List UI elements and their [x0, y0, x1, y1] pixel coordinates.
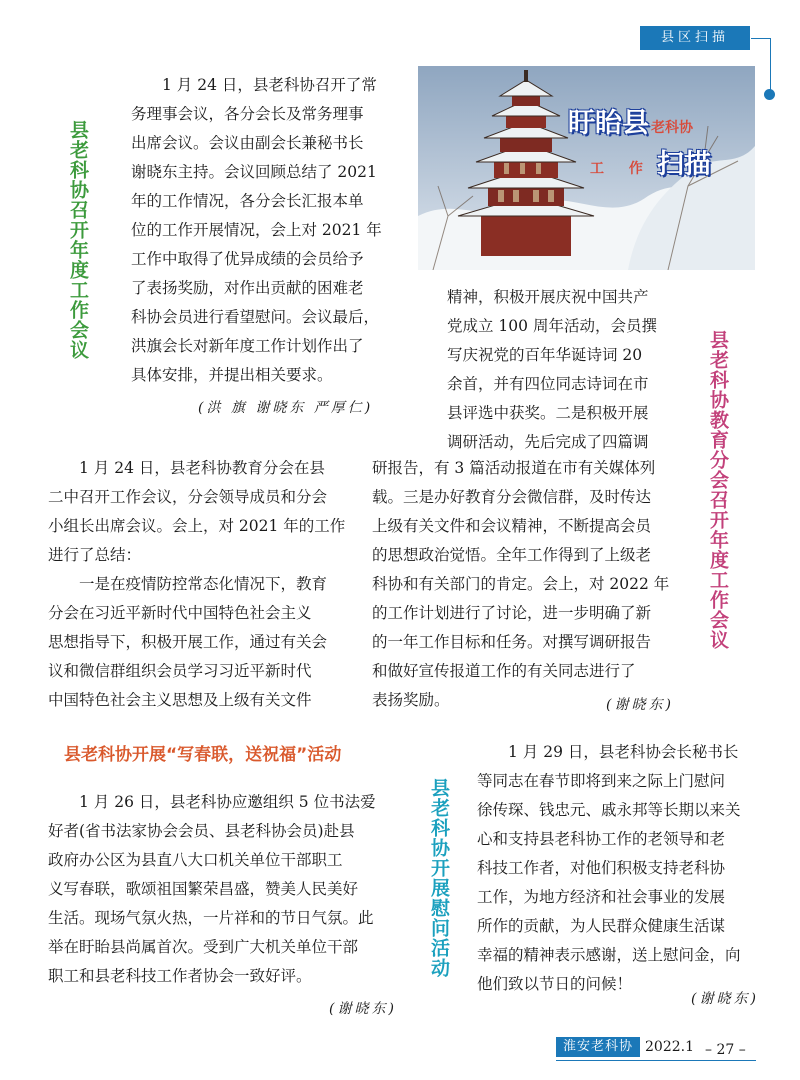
article4-body: [477, 738, 753, 999]
article1-line: 科协会员进行看望慰问。会议最后，: [131, 308, 380, 326]
article1-line: 1 月 24 日，县老科协召开了常: [162, 76, 377, 94]
article2-line: 调研活动，先后完成了四篇调: [447, 433, 649, 451]
article2-line: 表扬奖励。: [372, 691, 450, 709]
article2-line: 一是在疫情防控常态化情况下，教育: [79, 575, 328, 593]
article2-line: 党成立 100 周年活动，会员撰: [447, 317, 657, 335]
article4-line: 他们致以节日的问候！: [477, 975, 633, 993]
article2-line: 议和微信群组织会员学习习近平新时代: [48, 662, 312, 680]
article3-line: 举在盱眙县尚属首次。受到广大机关单位干部: [48, 938, 359, 956]
banner-title-main: 盱眙县: [568, 108, 649, 139]
article1-line: 洪旗会长对新年度工作计划作出了: [131, 337, 364, 355]
banner-title: [568, 101, 693, 140]
article1-credit: (洪 旗 谢晓东 严厚仁): [198, 400, 374, 416]
article3-line: 职工和县老科技工作者协会一致好评。: [48, 967, 312, 985]
banner-title-scan: 扫描: [656, 149, 711, 180]
article4-line: 幸福的精神表示感谢，送上慰问金，向: [477, 946, 741, 964]
article3-credit: (谢晓东): [329, 1001, 397, 1017]
article1-line: 工作中取得了优异成绩的会员给予: [131, 250, 364, 268]
article1-line: 具体安排，并提出相关要求。: [131, 366, 333, 384]
article2-upper-right: [447, 283, 687, 457]
article4-line: 所作的贡献，为人民群众健康生活谋: [477, 917, 726, 935]
article1-line: 年的工作情况，各分会长汇报本单: [131, 192, 364, 210]
article3-line: 1 月 26 日，县老科协应邀组织 5 位书法爱: [79, 793, 376, 811]
article4-line: 1 月 29 日，县老科协会长秘书长: [508, 743, 739, 761]
article2-credit: (谢晓东): [606, 697, 674, 713]
article2-title: 县老科协教育分会召开年度工作会议: [707, 330, 729, 650]
header-dot: [764, 89, 775, 100]
article4-line: 等同志在春节即将到来之际上门慰问: [477, 772, 726, 790]
article2-line: 载。三是办好教育分会微信群，及时传达: [372, 488, 652, 506]
article2-line: 科协和有关部门的肯定。会上，对 2022 年: [372, 575, 670, 593]
banner-image: [418, 66, 755, 270]
article2-line: 上级有关文件和会议精神，不断提高会员: [372, 517, 652, 535]
article4-line: 徐传琛、钱忠元、戚永邦等长期以来关: [477, 801, 741, 819]
article2-line: 写庆祝党的百年华诞诗词 20: [447, 346, 643, 364]
article4-line: 工作，为地方经济和社会事业的发展: [477, 888, 726, 906]
article4-line: 科技工作者，对他们积极支持老科协: [477, 859, 726, 877]
footer-issue: 2022.1: [645, 1039, 694, 1055]
article2-line: 研报告，有 3 篇活动报道在市有关媒体列: [372, 459, 656, 477]
article4-line: 心和支持县老科协工作的老领导和老: [477, 830, 726, 848]
article2-left-column: [48, 454, 358, 715]
article2-line: 分会在习近平新时代中国特色社会主义: [48, 604, 312, 622]
section-tag: 县区扫描: [640, 26, 750, 50]
banner-subtitle: [590, 142, 711, 181]
article2-right-column: [372, 454, 682, 715]
article2-line: 县评选中获奖。二是积极开展: [447, 404, 649, 422]
article1-line: 了表扬奖励，对作出贡献的困难老: [131, 279, 364, 297]
article1-line: 位的工作开展情况，会上对 2021 年: [131, 221, 382, 239]
article4-title: 县老科协开展慰问活动: [428, 778, 450, 978]
footer-magazine-name: 淮安老科协: [556, 1037, 640, 1057]
article2-line: 思想指导下，积极开展工作，通过有关会: [48, 633, 328, 651]
article3-title: 县老科协开展“写春联，送祝福”活动: [64, 745, 342, 765]
article1-title: 县老科协召开年度工作会议: [67, 120, 89, 360]
article1-line: 务理事会议，各分会长及常务理事: [131, 105, 364, 123]
article2-line: 二中召开工作会议，分会领导成员和分会: [48, 488, 328, 506]
article3-line: 义写春联，歌颂祖国繁荣昌盛，赞美人民美好: [48, 880, 359, 898]
article2-line: 1 月 24 日，县老科协教育分会在县: [79, 459, 325, 477]
article1-body: [131, 71, 403, 390]
article2-line: 和做好宣传报道工作的有关同志进行了: [372, 662, 636, 680]
article2-line: 精神，积极开展庆祝中国共产: [447, 288, 649, 306]
article3-line: 生活。现场气氛火热，一片祥和的节日气氛。此: [48, 909, 374, 927]
article4-credit: (谢晓东): [691, 991, 759, 1007]
article3-line: 政府办公区为县直八大口机关单位干部职工: [48, 851, 343, 869]
article2-line: 余首，并有四位同志诗词在市: [447, 375, 649, 393]
article2-line: 的工作计划进行了讨论，进一步明确了新: [372, 604, 652, 622]
article2-line: 中国特色社会主义思想及上级有关文件: [48, 691, 312, 709]
article1-line: 谢晓东主持。会议回顾总结了 2021: [131, 163, 377, 181]
article2-line: 进行了总结：: [48, 546, 142, 564]
page-number: – 27 –: [705, 1042, 746, 1058]
article1-line: 出席会议。会议由副会长兼秘书长: [131, 134, 364, 152]
article2-line: 小组长出席会议。会上，对 2021 年的工作: [48, 517, 346, 535]
banner-title-org: 老科协: [651, 120, 693, 136]
article2-line: 的一年工作目标和任务。对撰写调研报告: [372, 633, 652, 651]
footer-divider: [556, 1060, 756, 1061]
article3-body: [48, 788, 394, 991]
article3-line: 好者(省书法家协会会员、县老科协会员)赴县: [48, 822, 355, 840]
article2-line: 的思想政治觉悟。全年工作得到了上级老: [372, 546, 652, 564]
banner-title-work: 工 作: [590, 161, 653, 177]
